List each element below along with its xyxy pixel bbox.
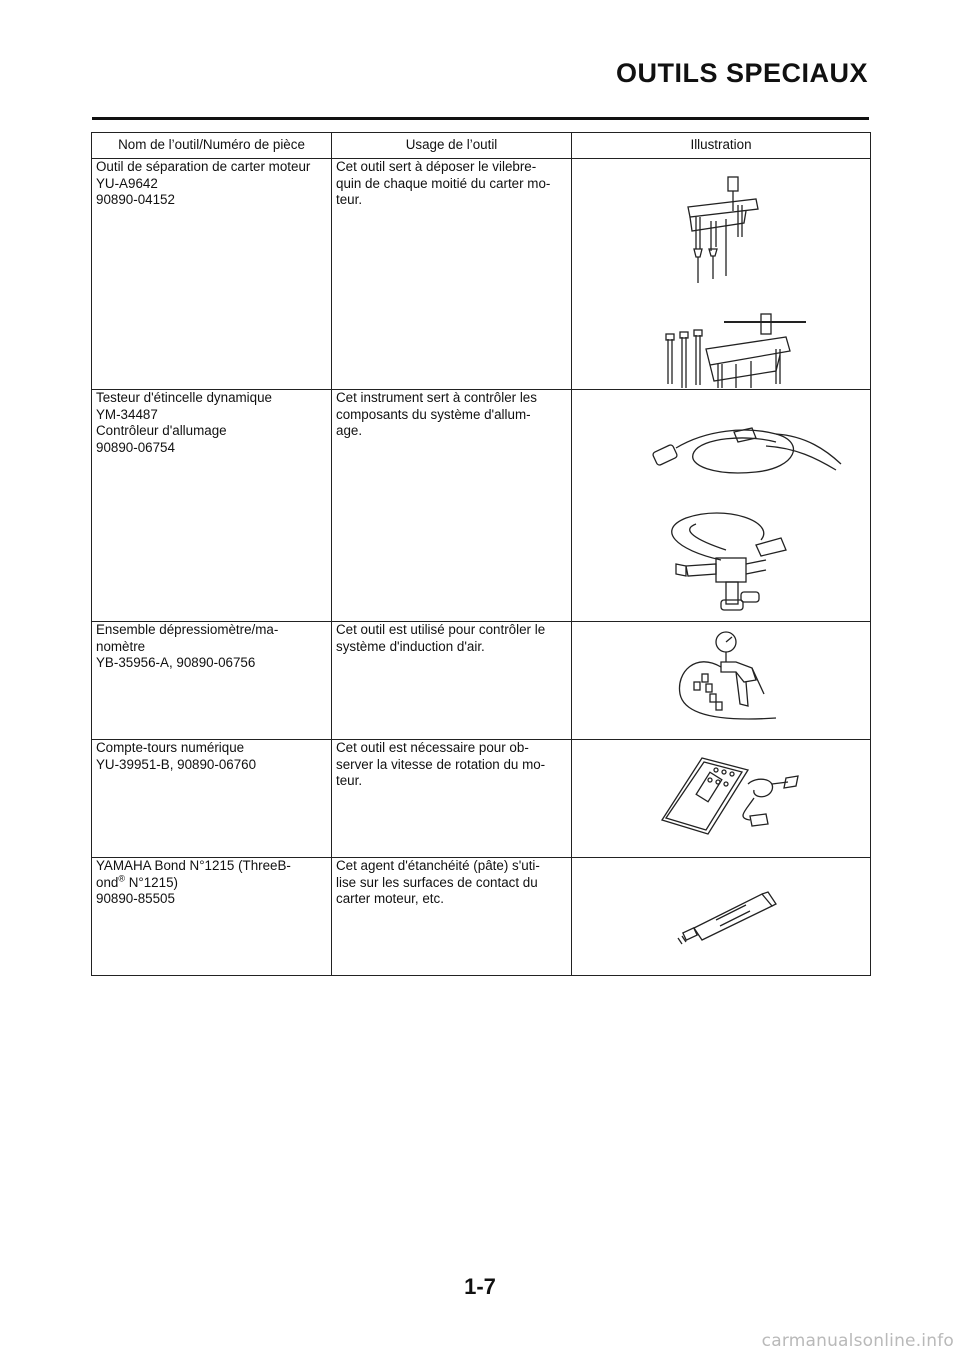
table-row: [92, 858, 871, 976]
table-header-row: [92, 133, 871, 159]
tool-name-cell: [92, 622, 332, 740]
vacuum-gauge-set-icon: [576, 622, 874, 738]
ignition-checker-icon: [576, 390, 874, 620]
tool-part-number: 90890-85505: [96, 891, 175, 906]
tool-name: ond® N°1215): [96, 873, 178, 890]
table-row: [92, 390, 871, 622]
tool-part-number: YB-35956-A, 90890-06756: [96, 655, 256, 670]
tool-usage-cell: [332, 159, 572, 390]
tool-part-number: YM-34487: [96, 406, 158, 422]
tool-usage-cell: [332, 622, 572, 740]
tool-part-number: YU-39951-B, 90890-06760: [96, 756, 257, 772]
crankcase-separating-tool-icon: [576, 159, 874, 388]
usage-text: lise sur les surfaces de contact du: [336, 874, 538, 890]
usage-text: Cet agent d'étanchéité (pâte) s'uti-: [336, 858, 540, 873]
column-header: Nom de l’outil/Numéro de pièce: [92, 133, 332, 159]
header-rule: [92, 117, 869, 120]
usage-text: teur.: [336, 773, 363, 788]
usage-text: Cet outil est nécessaire pour ob-: [336, 740, 529, 755]
tool-part-number: YU-A9642: [96, 175, 158, 191]
tool-illustration-cell: [572, 858, 871, 976]
tool-name: YAMAHA Bond N°1215 (ThreeB-: [96, 858, 291, 873]
usage-text: système d'induction d'air.: [336, 638, 485, 654]
column-header: Usage de l’outil: [332, 133, 572, 159]
tool-name-cell: [92, 390, 332, 622]
usage-text: age.: [336, 423, 363, 438]
tool-usage-cell: [332, 740, 572, 858]
usage-text: Cet instrument sert à contrôler les: [336, 390, 537, 405]
watermark: carmanualsonline.info: [761, 1331, 954, 1351]
tool-name: Outil de séparation de carter moteur: [96, 159, 311, 174]
column-header: Illustration: [572, 133, 871, 159]
special-tools-table: [91, 132, 871, 976]
usage-text: composants du système d'allum-: [336, 406, 531, 422]
tool-illustration-cell: [572, 740, 871, 858]
sealant-tube-icon: [576, 858, 874, 974]
usage-text: server la vitesse de rotation du mo-: [336, 756, 546, 772]
tool-name-cell: [92, 740, 332, 858]
digital-tachometer-icon: [576, 740, 874, 856]
tool-illustration-cell: [572, 390, 871, 622]
usage-text: Cet outil est utilisé pour contrôler le: [336, 622, 546, 637]
tool-name-cell: [92, 159, 332, 390]
tool-name: Ensemble dépressiomètre/ma-: [96, 622, 279, 637]
table-row: [92, 622, 871, 740]
tool-illustration-cell: [572, 622, 871, 740]
tool-illustration-cell: [572, 159, 871, 390]
table-row: [92, 740, 871, 858]
tool-name: nomètre: [96, 638, 146, 654]
tool-usage-cell: [332, 390, 572, 622]
usage-text: quin de chaque moitié du carter mo-: [336, 175, 551, 191]
tool-part-number: 90890-04152: [96, 192, 175, 207]
page-title: OUTILS SPECIAUX: [615, 58, 868, 88]
usage-text: Cet outil sert à déposer le vilebre-: [336, 159, 537, 174]
tool-name: Compte-tours numérique: [96, 740, 245, 755]
table-row: [92, 159, 871, 390]
tool-usage-cell: [332, 858, 572, 976]
tool-name: Contrôleur d'allumage: [96, 423, 227, 438]
usage-text: teur.: [336, 192, 363, 207]
tool-name: Testeur d'étincelle dynamique: [96, 390, 272, 405]
page-number: 1-7: [464, 1274, 496, 1299]
usage-text: carter moteur, etc.: [336, 891, 444, 906]
tool-name-cell: [92, 858, 332, 976]
tool-part-number: 90890-06754: [96, 439, 175, 455]
